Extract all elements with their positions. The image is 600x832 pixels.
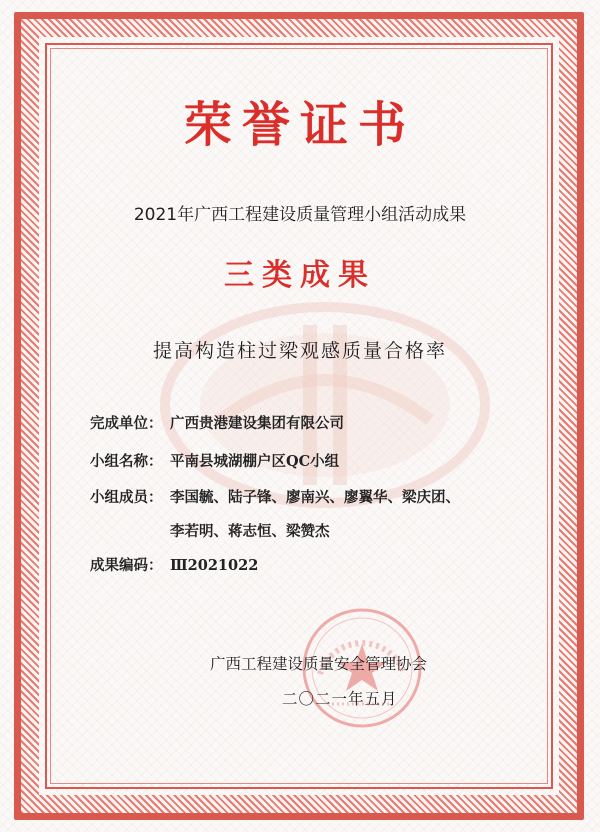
info-value: 广西贵港建设集团有限公司: [170, 415, 344, 432]
info-row-members-cont: [170, 520, 600, 541]
info-label: 成果编码：: [90, 557, 163, 574]
info-label: 小组成员：: [90, 489, 163, 506]
info-row-group-name: [90, 450, 530, 471]
info-row-code: [90, 554, 530, 575]
info-row-unit: [90, 412, 530, 433]
info-value: 李若明、蒋志恒、梁赞杰: [170, 523, 330, 540]
info-value: 平南县城湖棚户区QC小组: [170, 453, 340, 470]
info-label: 小组名称：: [90, 453, 163, 470]
info-label: 完成单位：: [90, 415, 163, 432]
issuing-organization: 广西工程建设质量安全管理协会: [210, 655, 428, 673]
certificate-title: 荣誉证书: [183, 97, 416, 153]
award-level: 三类成果: [224, 258, 376, 293]
issue-date: 二〇二一年五月: [282, 690, 398, 708]
info-value: Ⅲ2021022: [170, 557, 259, 574]
project-title: 提高构造柱过梁观感质量合格率: [152, 340, 447, 362]
emblem-watermark-icon: [160, 300, 490, 510]
certificate-subtitle: 2021年广西工程建设质量管理小组活动成果: [133, 205, 467, 225]
info-row-members: [90, 486, 530, 507]
info-value: 李国毓、陆子锋、廖南兴、廖翼华、梁庆团、: [170, 489, 460, 506]
